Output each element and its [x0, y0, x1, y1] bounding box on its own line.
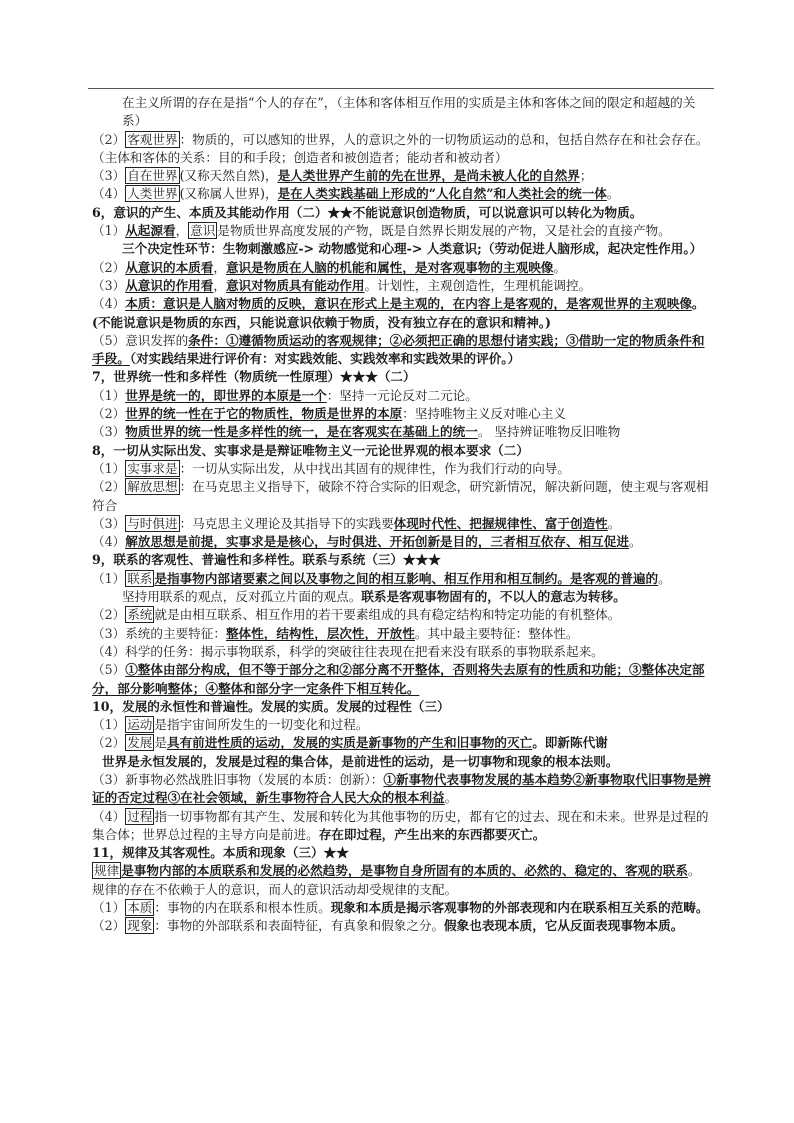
text-span: （1） [92, 570, 126, 586]
text-span: 。其中最主要特征：整体性。 [414, 625, 579, 641]
text-span: 7，世界统一性和多样性（物质统一性原理）★★★（二） [92, 369, 416, 385]
text-span: (又称天然自然)， [179, 168, 278, 184]
text-span: ：一切从实际出发，从中找出其固有的规律性，作为我们行动的向导。 [179, 460, 570, 476]
text-line [92, 423, 712, 441]
text-line [92, 917, 712, 935]
text-line [92, 94, 712, 131]
text-span: 意识对物质具有能动作用 [225, 277, 365, 293]
text-span: （2） [92, 918, 126, 934]
text-line [92, 844, 712, 862]
text-span: （2） [92, 735, 126, 751]
text-span: 。规律的存在不依赖于人的意识，而人的意识活动却受规律的支配。 [92, 863, 701, 897]
text-span: 世界是永恒发展的，发展是过程的集合体，是前进性的运动，是一切事物和现象的根本法则。 [102, 753, 619, 769]
text-span: 联系是客观事物固有的，不以人的意志为转移。 [361, 589, 626, 605]
text-span: 是 [154, 735, 167, 751]
text-line [92, 185, 712, 203]
text-span: 11，规律及其客观性。本质和现象（三）★★ [92, 845, 349, 861]
document-body [92, 94, 712, 936]
text-line [92, 661, 712, 698]
text-span: ①整体由部分构成，但不等于部分之和②部分离不开整体，否则将失去原有的性质和功能；③整体决定部分，部分影响整体；④整体和部分字一定条件下相互转化。 [92, 662, 705, 696]
text-span: （对实践结果进行评价有：对实践效能、实践效率和实践效果的评价。） [129, 351, 521, 367]
text-span: ①新事物代表事物发展的基本趋势②新事物取代旧事物是辨证的否定过程③在社会领域，新生事物符合人民大众的根本利益 [92, 771, 711, 806]
text-span: 假象也表现本质，它从反面表现事物本质。 [444, 918, 684, 934]
text-span: （4） [92, 186, 126, 202]
text-span: （3） [92, 424, 126, 440]
text-span: 。 [658, 570, 671, 586]
boxed-term: 解放思想 [127, 479, 178, 495]
boxed-term: 人类世界 [127, 186, 178, 202]
boxed-term: 本质 [127, 900, 153, 916]
text-span: 是指事物内部诸要素之间以及事物之间的相互影响、相互作用和相互制约。是客观的普遍的 [154, 570, 659, 586]
text-span: 坚持用联系的观点，反对孤立片面的观点。 [122, 589, 362, 605]
text-line [92, 277, 712, 295]
text-span: 是在人类实践基础上形成的“人化自然”和人类社会的统一体 [277, 186, 607, 202]
text-line [92, 368, 712, 386]
boxed-term: 实事求是 [127, 460, 178, 476]
text-line [92, 442, 712, 460]
text-line [92, 295, 712, 332]
text-span: 物质世界的统一性是多样性的统一，是在客观实在基础上的统一 [125, 424, 478, 440]
text-span: （3） [92, 168, 126, 184]
text-span: 9，联系的客观性、普遍性和多样性。联系与系统（三）★★★ [92, 552, 441, 568]
text-span: 。 [628, 534, 642, 550]
text-line [92, 240, 712, 258]
text-span: 从起源看 [125, 223, 176, 239]
text-span: 具有前进性质的运动，发展的实质是新事物的产生和旧事物的灭亡 [166, 735, 533, 751]
text-span: 系统的主要特征： [125, 625, 226, 641]
text-span: 本质 [125, 296, 151, 312]
text-span: （2） [92, 607, 126, 623]
boxed-term: 规律 [94, 863, 120, 879]
boxed-term: 系统 [127, 607, 153, 623]
text-line [92, 551, 712, 569]
text-span: ：马克思主义理论及其指导下的实践要 [179, 515, 394, 531]
text-span: 。 [606, 186, 620, 202]
text-span: ：坚持一元论反对二元论。 [326, 387, 478, 403]
text-span: （1） [92, 387, 126, 403]
text-line [92, 716, 712, 734]
text-line [92, 131, 712, 168]
text-span: 指一切事物都有其产生、发展和转化为其他事物的历史，都有它的过去、现在和未来。世界是过程的集合体；世界总过程的主导方向是前进。 [92, 808, 709, 842]
header-rule [88, 88, 714, 89]
text-span: 三个决定性环节：生物刺激感应-> 动物感觉和心理-> 人类意识;（劳动促进人脑形成，起决定性作用。） [122, 241, 703, 257]
text-span: 6，意识的产生、本质及其能动作用（二）★★不能说意识创造物质，可以说意识可以转化为物质。 [92, 204, 643, 220]
text-span: ：事物的外部联系和表面特征，有真象和假象之分。 [154, 918, 445, 934]
text-span: 。计划性，主观创造性，生理机能调控。 [364, 277, 592, 293]
text-span: 是指宇宙间所发生的一切变化和过程。 [154, 717, 369, 733]
text-span: （1） [92, 717, 126, 733]
text-line [92, 515, 712, 533]
text-line [92, 332, 712, 369]
text-span: （4） [92, 808, 126, 824]
text-span: 新事物必然战胜旧事物（发展的本质：创新）： [125, 771, 384, 787]
text-span: 世界的统一性在于它的物质性，物质是世界的本原 [125, 406, 403, 422]
text-line [92, 478, 712, 515]
text-span: 。 [607, 515, 621, 531]
text-span: （2） [92, 479, 126, 495]
boxed-term: 运动 [127, 717, 153, 733]
boxed-term: 现象 [127, 918, 153, 934]
text-line [92, 808, 712, 845]
text-span: （1） [92, 223, 126, 239]
text-span: 。 [444, 790, 458, 806]
text-span: 从意识的本质看 [125, 259, 214, 275]
text-span: （2） [92, 406, 126, 422]
boxed-term: 发展 [127, 735, 153, 751]
text-span: ：坚持唯物主义反对唯心主义 [402, 406, 566, 422]
text-line [92, 533, 712, 551]
text-line [92, 862, 712, 899]
text-line [92, 460, 712, 478]
text-span: 从意识的作用看 [125, 277, 214, 293]
text-span: 。 [553, 259, 566, 275]
text-span: ：在马克思主义指导下，破除不符合实际的旧观念，研究新情况，解决新问题，使主观与客观相符合 [92, 479, 709, 513]
text-span: ， [213, 259, 226, 275]
text-span: （3） [92, 771, 126, 787]
text-line [92, 588, 712, 606]
text-line [92, 606, 712, 624]
text-line [92, 753, 712, 771]
boxed-term: 自在世界 [127, 168, 178, 184]
text-span: （3） [92, 515, 126, 531]
text-span: 是事物内部的本质联系和发展的必然趋势，是事物自身所固有的本质的、必然的、稳定的、客观的联系 [121, 863, 688, 879]
text-span: 解放思想是前提，实事求是是核心，与时俱进、开拓创新是目的，三者相互依存、相互促进 [125, 534, 629, 550]
boxed-term: 客观世界 [127, 131, 178, 147]
text-line [92, 387, 712, 405]
boxed-term: 与时俱进 [127, 515, 178, 531]
text-span: （5） [92, 332, 126, 348]
text-span: 条件 [188, 332, 214, 348]
text-line [92, 899, 712, 917]
text-line [92, 405, 712, 423]
text-span: 是物质世界高度发展的产物，既是自然界长期发展的产物，又是社会的直接产物。 [217, 223, 671, 239]
text-span: （4） [92, 534, 126, 550]
text-span: （1） [92, 900, 126, 916]
text-span: 存在即过程，产生出来的东西都要灭亡。 [318, 826, 546, 842]
boxed-term: 意识 [190, 223, 216, 239]
boxed-term: 过程 [127, 808, 153, 824]
text-span: （2） [92, 259, 126, 275]
text-span: 。 坚持辨证唯物反旧唯物 [477, 424, 621, 440]
text-span: 现象和本质是揭示客观事物的外部表现和内在联系相互关系的范畴。 [330, 900, 709, 916]
text-line [92, 204, 712, 222]
text-span: 8，一切从实际出发、实事求是是辩证唯物主义一元论世界观的根本要求（二） [92, 442, 529, 458]
text-span: （4） [92, 643, 126, 659]
text-line [92, 167, 712, 185]
text-span: 世界是统一的，即世界的本原是一个 [125, 387, 327, 403]
text-span: ：①遵循物质运动的客观规律；②必须把正确的思想付诸实践；③借助一定的物质条件和手段。 [92, 332, 705, 367]
text-line [92, 625, 712, 643]
text-span: 是人类世界产生前的先在世界，是尚未被人化的自然界 [277, 168, 580, 184]
text-line [92, 570, 712, 588]
text-line [92, 698, 712, 716]
text-span: 整体性，结构性，层次性，开放性 [225, 625, 415, 641]
text-span: (又称属人世界)， [179, 186, 278, 202]
text-span: ， [175, 223, 189, 239]
text-span: （3） [92, 625, 126, 641]
text-span: （4） [92, 296, 126, 312]
text-span: （1） [92, 460, 126, 476]
text-span: （3） [92, 277, 126, 293]
text-span: 意识是物质在人脑的机能和属性，是对客观事物的主观映像 [225, 259, 554, 275]
text-span: （5） [92, 662, 126, 678]
text-span: ， [213, 277, 226, 293]
text-span: （2） [92, 131, 126, 147]
text-span: 意识发挥的 [125, 332, 189, 348]
text-span: ； [579, 168, 593, 184]
text-span: ：物质的，可以感知的世界，人的意识之外的一切物质运动的总和，包括自然存在和社会存在。（主体和客体的关系：目的和手段；创造者和被创造者；能动者和被动者） [92, 131, 709, 165]
text-span: 就是由相互联系、相互作用的若干要素组成的具有稳定结构和特定功能的有机整体。 [154, 607, 621, 623]
text-span: ：事物的内在联系和根本性质。 [154, 900, 331, 916]
text-line [92, 222, 712, 240]
text-span: 科学的任务：揭示事物联系，科学的突破往往表现在把看来没有联系的事物联系起来。 [125, 643, 604, 659]
text-span: 体现时代性、把握规律性、富于创造性 [393, 515, 608, 531]
text-line [92, 734, 712, 752]
text-span: 10，发展的永恒性和普遍性。发展的实质。发展的过程性（三） [92, 698, 450, 714]
text-span: 。(不能说意识是物质的东西，只能说意识依赖于物质，没有独立存在的意识和精神。) [92, 296, 705, 330]
boxed-term: 联系 [127, 570, 153, 586]
text-line [92, 259, 712, 277]
text-span: 在主义所谓的存在是指“个人的存在”，（主体和客体相互作用的实质是主体和客体之间的限定和超越的关系） [122, 95, 696, 129]
text-line [92, 643, 712, 661]
text-line [92, 771, 712, 808]
text-span: 。即新陈代谢 [532, 735, 608, 751]
text-span: ：意识是人脑对物质的反映，意识在形式上是主观的，在内容上是客观的，是客观世界的主观映像 [150, 296, 692, 312]
